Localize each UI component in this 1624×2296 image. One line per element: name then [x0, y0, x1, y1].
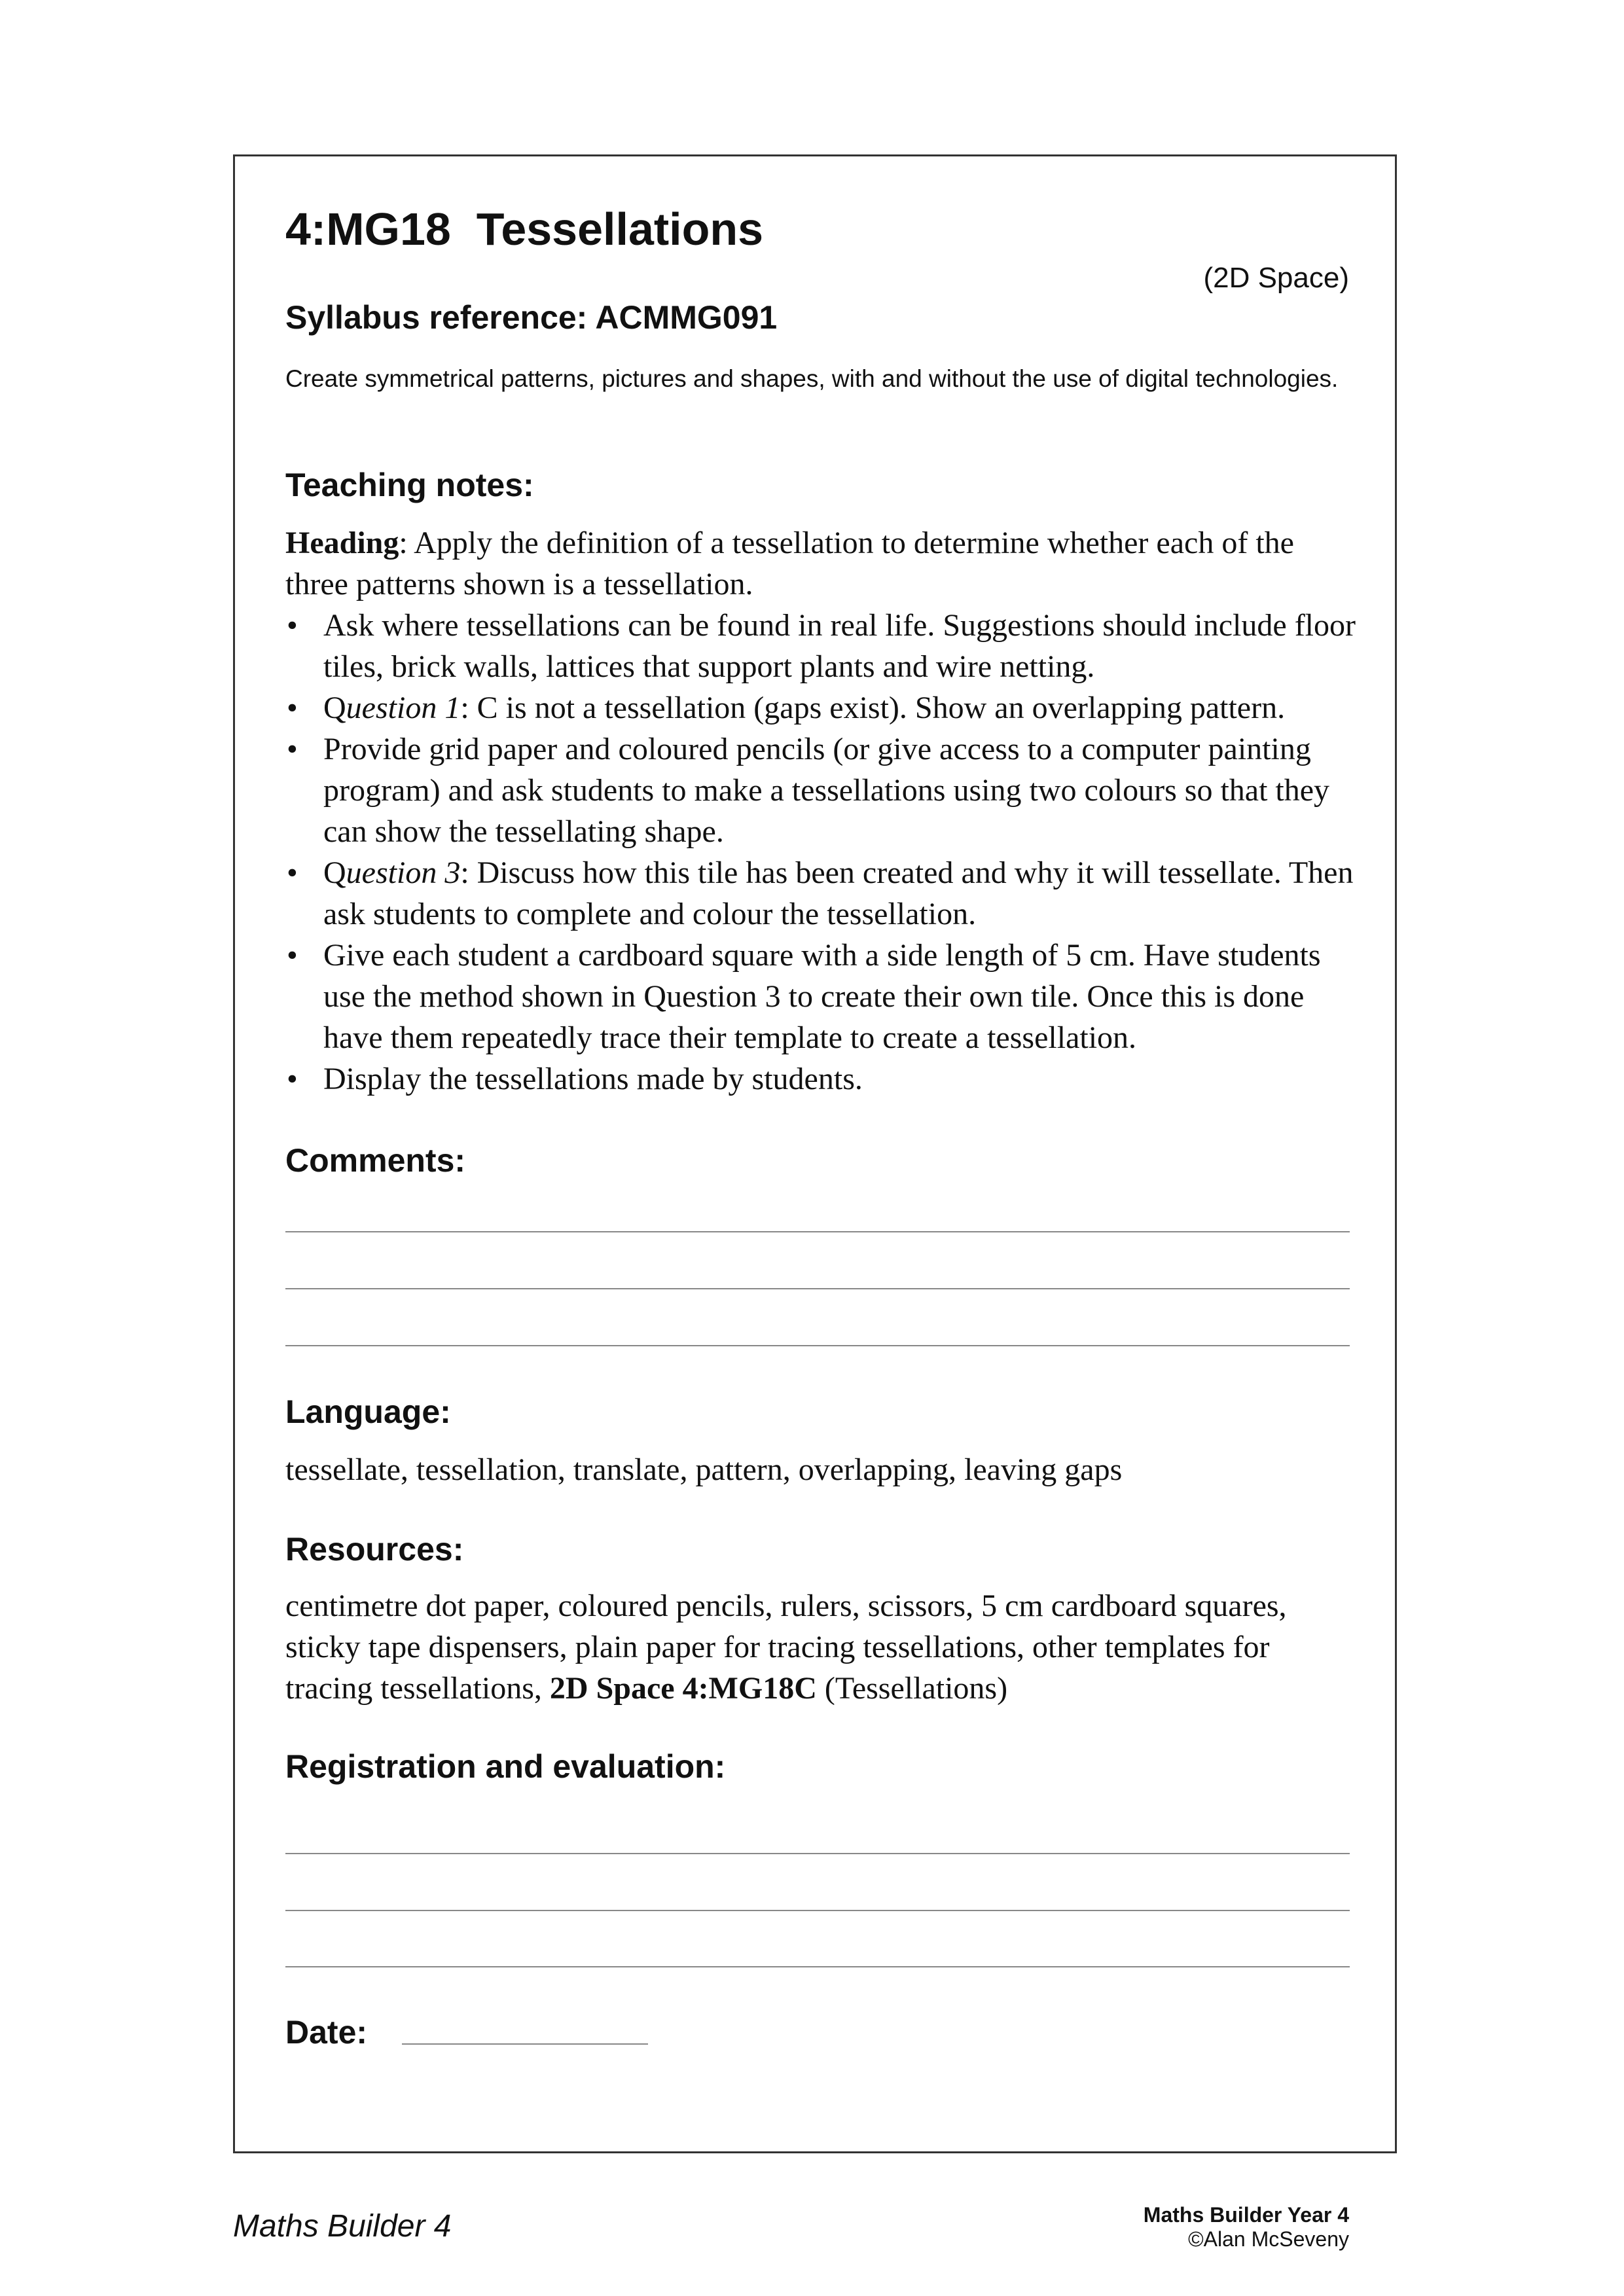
footer-title: Maths Builder Year 4 — [1143, 2203, 1349, 2227]
date-label: Date: — [285, 2014, 368, 2051]
syllabus-reference: Syllabus reference: ACMMG091 — [285, 299, 778, 336]
page-title: 4:MG18 Tessellations — [285, 204, 764, 255]
intro-text: : Apply the definition of a tessellation to determine whether each of the three patterns shown is a tessellation. — [285, 526, 1294, 601]
list-item: • Question 1: C is not a tessellation (gaps exist). Show an overlapping pattern. — [285, 687, 1359, 728]
teaching-notes-body — [285, 522, 1359, 1100]
footer-credits — [1144, 2203, 1349, 2251]
resources-text: centimetre dot paper, coloured pencils, rulers, scissors, 5 cm cardboard squares, sticky tape dispensers, plain paper for tracing tessellations, other templates for tracing tessellations, 2D Space 4:MG18C (Tessellations) — [285, 1588, 1287, 1706]
list-item: • Question 3: Discuss how this tile has been created and why it will tessellate. Then ask students to complete and colour the tessellation. — [285, 852, 1359, 935]
registration-line[interactable] — [285, 1966, 1350, 1967]
registration-line[interactable] — [285, 1853, 1350, 1854]
resources-heading: Resources: — [285, 1531, 464, 1568]
language-text: tessellate, tessellation, translate, pattern, overlapping, leaving gaps — [285, 1452, 1123, 1487]
list-item: • Provide grid paper and coloured pencils (or give access to a computer painting program) and ask students to make a tessellations using two colours so that they can show the tessellating shape. — [285, 728, 1359, 852]
registration-heading: Registration and evaluation: — [285, 1748, 726, 1785]
comments-line[interactable] — [285, 1345, 1350, 1346]
comments-heading: Comments: — [285, 1142, 466, 1179]
resource-reference: 2D Space 4:MG18C — [549, 1671, 817, 1706]
footer-copyright: ©Alan McSeveny — [1188, 2227, 1349, 2251]
registration-line[interactable] — [285, 1910, 1350, 1911]
category-label: (2D Space) — [1203, 262, 1349, 294]
intro-bold: Heading — [285, 526, 399, 560]
syllabus-description: Create symmetrical patterns, pictures and shapes, with and without the use of digital technologies. — [285, 365, 1339, 392]
comments-line[interactable] — [285, 1288, 1350, 1289]
date-line[interactable] — [402, 2043, 648, 2045]
footer-book-name: Maths Builder 4 — [233, 2209, 452, 2244]
teaching-notes-heading: Teaching notes: — [285, 467, 534, 503]
teaching-notes-intro — [285, 522, 1359, 605]
language-heading: Language: — [285, 1393, 451, 1430]
list-item: • Ask where tessellations can be found in real life. Suggestions should include floor tiles, brick walls, lattices that support plants and wire netting. — [285, 605, 1359, 687]
list-item: • Display the tessellations made by students. — [285, 1058, 1359, 1100]
list-item: • Give each student a cardboard square with a side length of 5 cm. Have students use the method shown in Question 3 to create their own tile. Once this is done have them repeatedly trace their template to create a tessellation. — [285, 935, 1359, 1058]
comments-line[interactable] — [285, 1231, 1350, 1232]
teaching-notes-list — [285, 605, 1359, 1100]
